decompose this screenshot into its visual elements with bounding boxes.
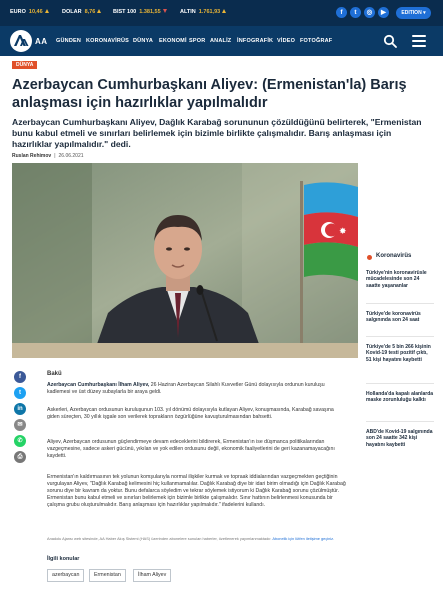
sidebar-news-item[interactable]: ABD'de Kovid-19 salgınında son 24 saatte 342 kişi hayatını kaybetti (366, 429, 433, 448)
nav-item-dunya[interactable]: DÜNYA (133, 38, 154, 44)
virus-icon (367, 255, 372, 260)
ticker-item-bist[interactable]: BIST 100 1.381,55 (113, 9, 167, 15)
tag-ermenistan[interactable]: Ermenistan (89, 569, 126, 582)
article-title: Azerbaycan Cumhurbaşkanı Aliyev: (Ermenistan'la) Barış anlaşması için hazırlıklar yapılmalıdır (12, 77, 407, 111)
facebook-icon[interactable]: f (336, 7, 347, 18)
article-photo (12, 163, 358, 358)
nav-item-infografik[interactable]: İNFOGRAFİK (237, 38, 274, 44)
article-paragraph: Aliyev, Azerbaycan ordusunun güçlendirmeye devam edeceklerini bildirerek, Ermenistan'ın ise düşmanca politikalarından vazgeçmesine, sadece askeri gücünü, yıkılan ve yok edilen ordusunu değil, ekonomik faaliyetlerini de geri kazanamayacağını kaydetti. (47, 439, 335, 459)
youtube-icon[interactable]: ▶ (378, 7, 389, 18)
nav-item-koronavirus[interactable]: KORONAVİRÜS (86, 38, 130, 44)
subscription-footnote: Anadolu Ajansı web sitesinde, AA Haber Akış Sistemi (HAS) üzerinden abonelere sunulan haberler, özetlenerek yayımlanmaktadır. Abonelik için lütfen iletişime geçiniz. (47, 536, 335, 541)
divider (366, 303, 434, 304)
byline: Ruslan Rehimov | 26.06.2021 (12, 153, 84, 159)
logo-text[interactable]: AA (35, 37, 48, 46)
sidebar-heading[interactable]: Koronavirüs (376, 253, 412, 259)
print-icon[interactable]: ⎙ (14, 451, 26, 463)
twitter-share-icon[interactable]: t (14, 387, 26, 399)
up-arrow-icon (97, 9, 101, 13)
divider (366, 383, 434, 384)
tag-ilham-aliyev[interactable]: İlham Aliyev (133, 569, 171, 582)
dateline-place: Bakü (47, 371, 62, 377)
sidebar-news-item[interactable]: Türkiye'de koronavirüs salgınında son 24 saat (366, 311, 421, 324)
up-arrow-icon (222, 9, 226, 13)
tag-azerbaycan[interactable]: azerbaycan (47, 569, 84, 582)
divider (366, 336, 434, 337)
nav-item-gundem[interactable]: GÜNDEN (56, 38, 82, 44)
twitter-icon[interactable]: t (350, 7, 361, 18)
divider (366, 421, 434, 422)
related-topics-heading: İlgili konular (47, 556, 80, 562)
azerbaijan-flag (304, 182, 358, 281)
menu-icon[interactable] (412, 35, 426, 47)
sidebar-news-item[interactable]: Hollanda'da kapalı alanlarda maske zorunluluğu kalktı (366, 391, 434, 404)
instagram-icon[interactable]: ◎ (364, 7, 375, 18)
email-share-icon[interactable]: ✉ (14, 419, 26, 431)
whatsapp-share-icon[interactable]: ✆ (14, 435, 26, 447)
nav-item-spor[interactable]: SPOR (189, 38, 206, 44)
nav-item-video[interactable]: VİDEO (277, 38, 296, 44)
search-icon[interactable] (383, 34, 397, 48)
category-badge[interactable]: DÜNYA (12, 61, 37, 69)
down-arrow-icon (163, 9, 167, 13)
svg-text:✸: ✸ (339, 227, 347, 237)
publish-date: 26.06.2021 (58, 153, 84, 159)
article-paragraph: Ermenistan'ın kaldırmasının tek yolunun komşularıyla normal ilişkiler kurmak ve topraak iddialarından vazgeçmekten geçtiğinin vurgulayan Aliyev, "Dağlık Karabağ kelimesini hiç kullanmamalılar. Dağlık Karabağ diye bir idari birim olmadığı için Dağlık Karabağ sorunu diye bir kavram da yoktur. Bunu defalarca söyledim ve tekrar söylemek istiyorum ki Dağlık Karabağ sorunu çözülmüştür. Ermenistan bunu kabul etmeli ve sınırları belirlemek için bizimle birlikte çalışmalıdır. Sınır hattının belirlenmesi konusunda bir çalışma grubu oluşturulmalıdır. Barış anlaşması için hazırlıklar yapılmalıdır." ifadelerini kullandı. (47, 474, 346, 508)
subscription-link[interactable]: Abonelik için lütfen iletişime geçiniz. (272, 536, 335, 541)
aa-logo-icon[interactable] (10, 30, 32, 52)
up-arrow-icon (45, 9, 49, 13)
ticker-item-euro[interactable]: EURO 10,46 (10, 9, 49, 15)
article-lead: Azerbaycan Cumhurbaşkanı Aliyev, Dağlık Karabağ sorununun çözüldüğünü belirterek, "Ermenistan bunu kabul etmeli ve sınırları belirlemek için bizimle birlikte çalışmalıdır. Barış anlaşması için hazırlıklar yapılmalıdır." dedi. (12, 117, 422, 149)
ticker-item-altin[interactable]: ALTIN 1.761,93 (180, 9, 226, 15)
edition-dropdown[interactable]: EDITION ▾ (396, 7, 431, 19)
article-paragraph: Azerbaycan Cumhurbaşkanı İlham Aliyev, 26 Haziran Azerbaycan Silahlı Kuvvetler Günü dolayısıyla ordunun kuruluşu kadlemesi ve üst düzey subaylarla bir araya geldi. (47, 382, 325, 395)
nav-item-fotograf[interactable]: FOTOĞRAF (300, 38, 333, 44)
linkedin-share-icon[interactable]: in (14, 403, 26, 415)
sidebar-news-item[interactable]: Türkiye'de 5 bin 266 kişinin Kovid-19 testi pozitif çıktı, 51 kişi hayatını kaybetti (366, 344, 431, 363)
nav-item-analiz[interactable]: ANALİZ (210, 38, 232, 44)
facebook-share-icon[interactable]: f (14, 371, 26, 383)
article-paragraph: Askerleri, Azerbaycan ordusunun kuruluşunun 103. yıl dönümü dolayısıyla kutlayan Aliyev, konuşmasında, Karabağ savaşına giden süreçten, 30 yıllık işgale son verilerek toprakların özgürlüğüne kavuşturulmasından bahsetti. (47, 407, 334, 420)
market-ticker-bar (0, 0, 443, 26)
sidebar-news-item[interactable]: Türkiye'nin koronavirüsle mücadelesinde son 24 saatte yaşananlar (366, 270, 427, 289)
nav-item-ekonomi[interactable]: EKONOMİ (159, 38, 187, 44)
author-name[interactable]: Ruslan Rehimov (12, 153, 52, 159)
ticker-item-dolar[interactable]: DOLAR 8,76 (62, 9, 101, 15)
